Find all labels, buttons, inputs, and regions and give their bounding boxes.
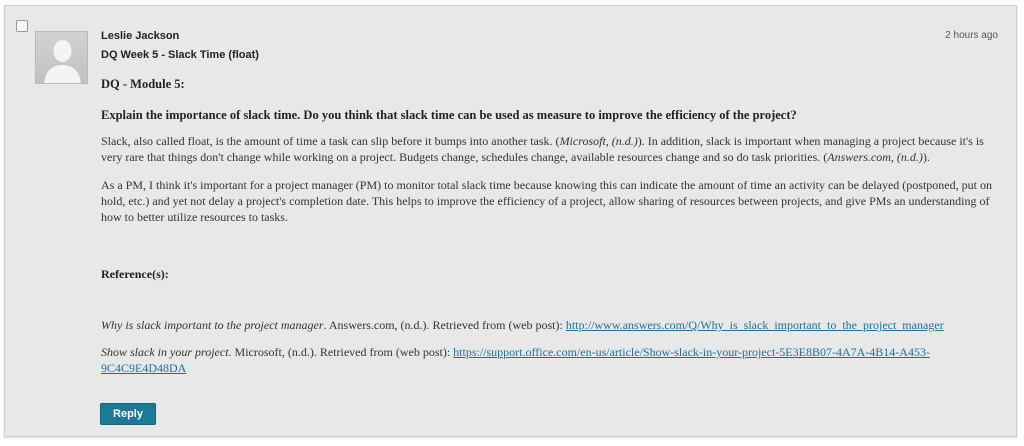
question-text: Explain the importance of slack time. Do you think that slack time can be used as measure to improve the efficiency of the project?	[101, 108, 797, 122]
paragraph-2: As a PM, I think it's important for a project manager (PM) to monitor total slack time because knowing this can indicate the amount of time an activity can be delayed (postponed, put on hold, etc.) and yet not delay a project's completion date. This helps to improve the efficiency of a project, allow sharing of resources between projects, and give PMs an understanding of how to better utilize resources to tasks.	[101, 178, 992, 224]
reference-item	[101, 317, 1001, 333]
post-body	[101, 76, 1001, 376]
paragraph-1	[101, 133, 1001, 165]
avatar	[35, 31, 88, 84]
references-heading: Reference(s):	[101, 267, 169, 281]
reference-source: . Answers.com, (n.d.). Retrieved from (web post):	[323, 318, 566, 332]
author-name[interactable]: Leslie Jackson	[101, 30, 180, 42]
module-heading: DQ - Module 5:	[101, 77, 185, 91]
post-timestamp: 2 hours ago	[945, 30, 998, 41]
thread-title: DQ Week 5 - Slack Time (float)	[101, 49, 259, 61]
select-checkbox[interactable]	[16, 20, 28, 32]
user-silhouette-icon	[36, 32, 88, 84]
reference-item	[101, 344, 1001, 376]
reference-link[interactable]: http://www.answers.com/Q/Why_is_slack_important_to_the_project_manager	[565, 318, 944, 332]
discussion-post	[4, 5, 1017, 437]
reference-title: Why is slack important to the project manager	[101, 318, 324, 332]
citation: Answers.com, (n.d.)	[827, 150, 923, 164]
citation: Microsoft, (n.d.)	[559, 134, 638, 148]
reference-title: Show slack in your project	[101, 345, 229, 359]
text-segment: ).	[922, 150, 930, 164]
reference-link[interactable]: https://support.office.com/en-us/article/Show-slack-in-your-project-5E3E8B07-4A7A-4B14-A453-9C4C9E4D48DA	[101, 345, 930, 375]
reference-source: . Microsoft, (n.d.). Retrieved from (web post):	[228, 345, 454, 359]
text-segment: Slack, also called float, is the amount of time a task can slip before it bumps into another task. (	[101, 134, 560, 148]
reply-button[interactable]: Reply	[100, 403, 156, 425]
text-segment: ). In addition, slack is important when managing a project because it's is very rare that things don't change while working on a project. Budgets change, schedules change, available resources change and so do task priorities. (	[101, 134, 984, 164]
